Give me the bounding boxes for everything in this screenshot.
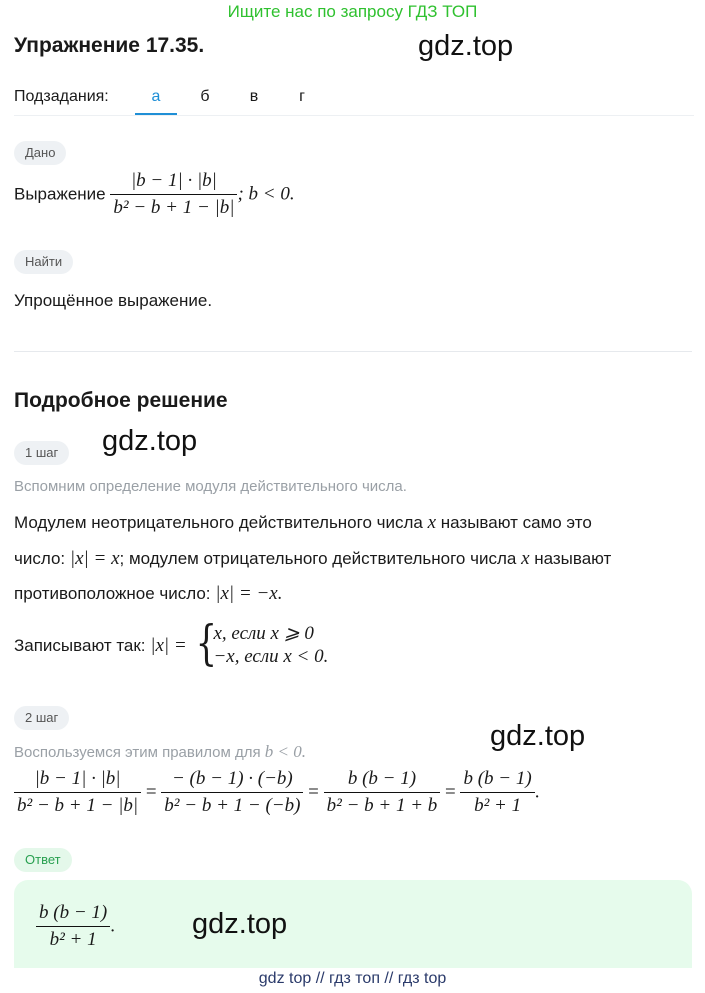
equation-end: . (534, 781, 540, 803)
watermark: gdz.top (102, 425, 198, 457)
fraction-4-numerator: b (b − 1) (460, 768, 534, 793)
watermark: gdz.top (192, 908, 288, 940)
page-title: Упражнение 17.35. (14, 34, 205, 57)
given-condition: ; b < 0. (237, 183, 295, 205)
footer-links[interactable]: gdz top // гдз топ // гдз top (0, 968, 705, 993)
fraction-3-numerator: b (b − 1) (324, 768, 441, 793)
equals-sign: = (145, 781, 157, 803)
answer-badge: Ответ (14, 848, 72, 872)
section-divider (14, 351, 692, 352)
step2-equation (14, 768, 539, 817)
equals-sign: = (445, 781, 456, 803)
cases-block (191, 615, 391, 671)
find-badge: Найти (14, 250, 73, 274)
step1-math: |x| = −x. (215, 583, 283, 604)
answer-denominator: b² + 1 (49, 929, 97, 950)
fraction-1 (14, 768, 141, 817)
fraction-3 (324, 768, 441, 817)
fraction-2 (161, 768, 303, 817)
tab-b[interactable]: б (200, 88, 210, 105)
step2-badge: 2 шаг (14, 706, 69, 730)
fraction-4 (460, 768, 534, 817)
given-prefix: Выражение (14, 184, 106, 204)
given-fraction-numerator: |b − 1| · |b| (110, 170, 237, 195)
step2-note-math: b < 0. (264, 742, 307, 761)
step1-paragraph-line2 (14, 548, 611, 570)
step1-text: число: (14, 549, 70, 568)
step1-text: Модулем неотрицательного действительного числа (14, 513, 428, 532)
answer-end: . (110, 915, 115, 937)
watermark: gdz.top (418, 30, 514, 62)
watermark: gdz.top (490, 720, 586, 752)
solution-title: Подробное решение (14, 389, 228, 412)
step1-text: ; модулем отрицательного действительного числа (119, 549, 522, 568)
step1-var: x (521, 548, 530, 569)
step1-text: противоположное число: (14, 584, 216, 603)
fraction-1-denominator: b² − b + 1 − |b| (17, 795, 139, 816)
fraction-2-denominator: b² − b + 1 − (−b) (164, 795, 301, 816)
step2-note (14, 742, 306, 762)
given-fraction-denominator: b² − b + 1 − |b| (113, 197, 235, 218)
case-nonnegative: x, если x ⩾ 0 (213, 623, 314, 644)
fraction-4-denominator: b² + 1 (474, 795, 522, 816)
step1-paragraph-line3 (14, 583, 282, 605)
promo-banner[interactable]: Ищите нас по запросу ГДЗ ТОП (227, 2, 478, 21)
step1-var: x (427, 512, 437, 533)
tab-a[interactable]: а (151, 88, 161, 105)
answer-expression (36, 902, 115, 951)
subtasks-label: Подзадания: (14, 88, 109, 105)
equals-sign: = (308, 781, 319, 803)
active-tab-indicator (135, 113, 177, 115)
left-brace: { (196, 615, 218, 671)
step1-cases (14, 615, 391, 671)
answer-numerator: b (b − 1) (36, 902, 110, 927)
given-expression (14, 170, 295, 219)
tab-v[interactable]: в (249, 88, 259, 105)
step1-badge: 1 шаг (14, 441, 69, 465)
step1-text: называют (529, 549, 612, 568)
case-negative: −x, если x < 0. (213, 646, 329, 667)
step2-note-text: Воспользуемся этим правилом для (14, 744, 265, 761)
fraction-3-denominator: b² − b + 1 + b (326, 795, 438, 816)
subtasks-bar (14, 86, 694, 120)
tab-g[interactable]: г (299, 88, 305, 105)
step1-math: |x| = x (69, 548, 120, 569)
fraction-1-numerator: |b − 1| · |b| (14, 768, 141, 793)
given-fraction (110, 170, 237, 219)
tabs-divider (14, 115, 694, 116)
step1-note: Вспомним определение модуля действительного числа. (14, 478, 407, 495)
answer-fraction (36, 902, 110, 951)
given-badge: Дано (14, 141, 66, 165)
step1-text: называют само это (436, 513, 592, 532)
step1-text: Записывают так: (14, 636, 151, 655)
step1-cases-lhs: |x| = (150, 635, 187, 656)
step1-paragraph-line1 (14, 512, 592, 534)
find-text: Упрощённое выражение. (14, 291, 213, 310)
fraction-2-numerator: − (b − 1) · (−b) (161, 768, 303, 793)
